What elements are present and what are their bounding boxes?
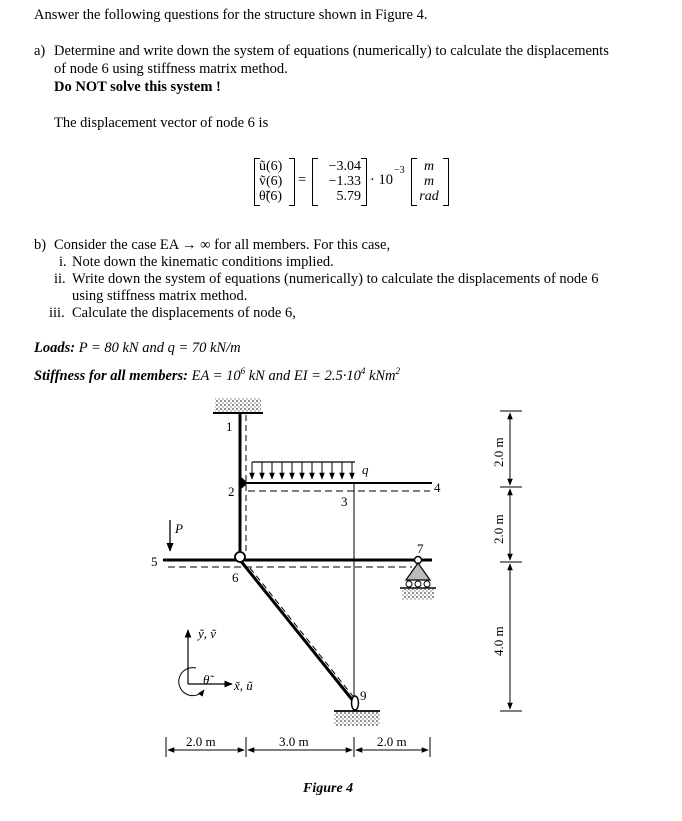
support-9 (334, 696, 380, 726)
component-u: ũ(6) (259, 159, 283, 174)
dim-v-2: 2.0 m (491, 514, 506, 544)
pinned-support-7 (400, 557, 436, 601)
dim-h-2: 3.0 m (279, 734, 309, 749)
stiffness-text3: kNm (365, 367, 396, 384)
loads-text: P = 80 kN and q = 70 kN/m (78, 340, 241, 356)
load-q-label: q (362, 462, 369, 477)
member-6-9 (240, 560, 354, 702)
item-i-num: i. (59, 254, 67, 270)
component-v: ṽ(6) (259, 174, 283, 189)
part-a-warning: Do NOT solve this system ! (54, 79, 221, 95)
scale-factor: · 10 (370, 172, 393, 188)
item-iii-text: Calculate the displacements of node 6, (72, 305, 296, 321)
axis-x-label: x̃, ũ (234, 678, 253, 693)
item-iii-num: iii. (49, 305, 65, 321)
figure-caption: Figure 4 (303, 781, 354, 796)
fiber-diagonal (250, 568, 356, 700)
dim-h-1: 2.0 m (186, 734, 216, 749)
node-label-9: 9 (360, 688, 367, 703)
axis-y-label: ỹ, ṽ (198, 626, 217, 641)
item-ii-text2: using stiffness matrix method. (72, 288, 248, 304)
displacement-intro: The displacement vector of node 6 is (54, 115, 269, 131)
stiffness-exp3: 2 (395, 366, 401, 376)
item-ii-num: ii. (54, 271, 66, 287)
node-label-3: 3 (341, 494, 348, 509)
value-v: −1.33 (328, 174, 361, 189)
hinge-6 (235, 552, 245, 562)
node-label-1: 1 (226, 419, 233, 434)
intro-text: Answer the following questions for the structure shown in Figure 4. (34, 7, 428, 23)
value-u: −3.04 (328, 159, 361, 174)
joint-2 (240, 476, 248, 490)
fixed-support-top (213, 398, 263, 413)
item-i-text: Note down the kinematic conditions implied. (72, 254, 334, 270)
unit-theta: rad (419, 189, 439, 204)
scale-exponent: −3 (394, 165, 405, 176)
part-a-line1: Determine and write down the system of equations (numerically) to calculate the displacements (54, 43, 609, 59)
stiffness-exp2: 4 (360, 366, 366, 376)
dim-v-1: 2.0 m (491, 437, 506, 467)
node-label-5: 5 (151, 554, 158, 569)
node-label-6: 6 (232, 570, 239, 585)
item-ii-text: Write down the system of equations (numerically) to calculate the displacements of node 6 (72, 271, 599, 287)
dim-h-3: 2.0 m (377, 734, 407, 749)
stiffness-exp1: 6 (240, 366, 246, 376)
stiffness-text2: kN and EI = 2.5·10 (245, 367, 361, 384)
dim-v-3: 4.0 m (491, 626, 506, 656)
node-label-4: 4 (434, 480, 441, 495)
stiffness-text1: EA = 10 (191, 367, 241, 384)
part-b-intro: Consider the case EA → ∞ for all members. For this case, (54, 237, 391, 253)
part-a-line2: of node 6 using stiffness matrix method. (54, 61, 288, 77)
equals-sign: = (298, 172, 307, 188)
value-theta: 5.79 (336, 189, 361, 204)
unit-v: m (423, 174, 435, 189)
axis-theta-label: θ̃ (203, 672, 210, 687)
component-theta: θ̃(6) (259, 189, 283, 204)
part-a-label: a) (34, 43, 46, 59)
stiffness-label: Stiffness for all members: (34, 367, 188, 384)
unit-u: m (423, 159, 435, 174)
load-p-label: P (175, 521, 183, 536)
distributed-load-q (252, 462, 355, 479)
loads-label: Loads: (34, 340, 76, 356)
node-label-7: 7 (417, 541, 424, 556)
part-b-label: b) (34, 237, 47, 253)
node-label-2: 2 (228, 484, 235, 499)
